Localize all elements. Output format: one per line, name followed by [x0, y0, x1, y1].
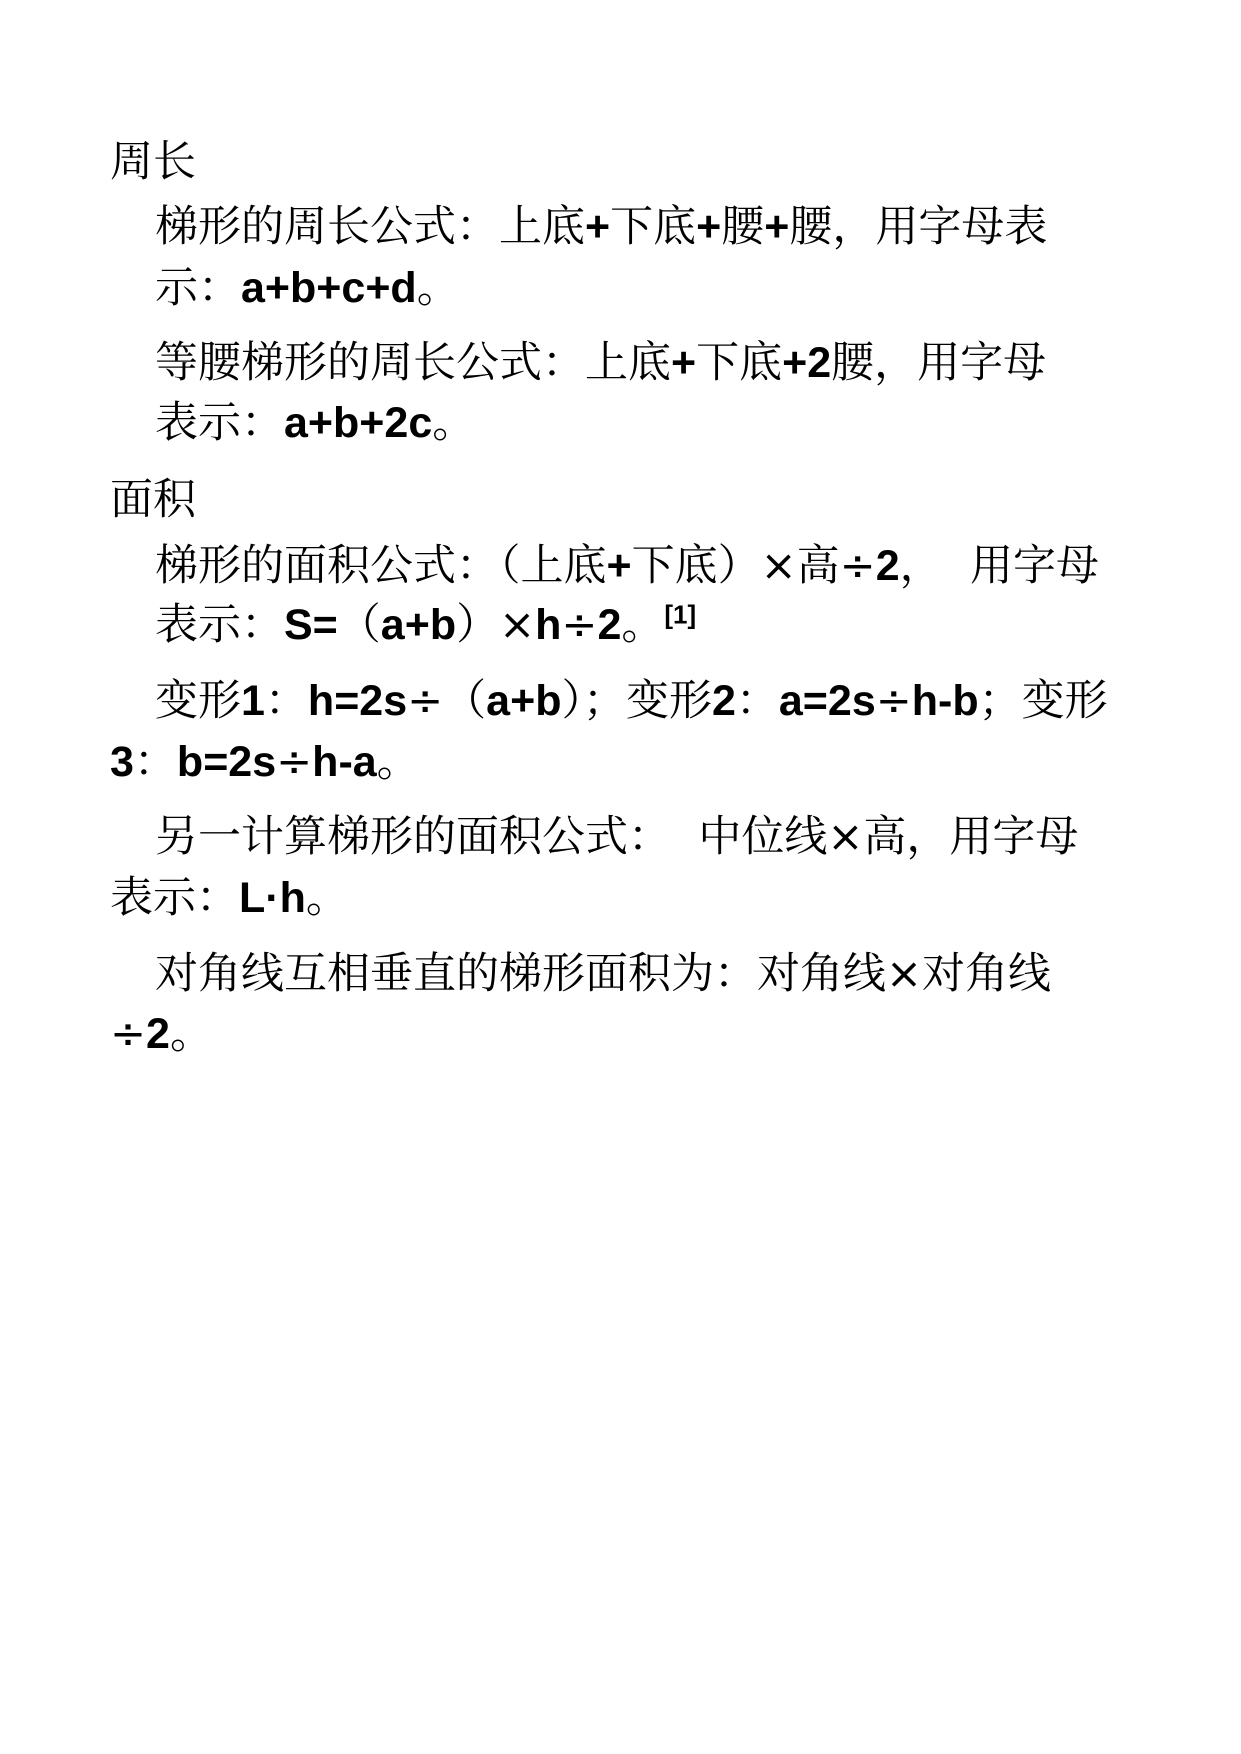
text-run: 。 — [169, 1009, 213, 1059]
text-run: ： — [133, 737, 177, 787]
text-run-bold: a+b+2c — [284, 399, 433, 447]
text-run-bold: 3 — [110, 738, 134, 786]
section-heading-perimeter: 周长 — [110, 137, 196, 187]
text-run-bold: + — [764, 203, 790, 251]
text-run: ÷ — [276, 737, 313, 787]
text-run: ： — [735, 676, 779, 726]
text-run-bold: a+b — [486, 677, 562, 725]
text-run: 。 — [432, 398, 476, 448]
text-run: 等腰梯形的周长公式：上底 — [155, 338, 671, 388]
text-run: ）× — [456, 600, 536, 650]
text-run: 下底 — [696, 338, 783, 388]
text-run-bold: + — [606, 542, 632, 590]
paragraph-line — [155, 808, 1078, 866]
text-run-bold: + — [585, 203, 611, 251]
text-run: ： — [264, 676, 308, 726]
text-run-bold: a+b+c+d — [241, 264, 417, 312]
paragraph-line — [155, 537, 1099, 595]
text-run: 对角线互相垂直的梯形面积为：对角线×对角线 — [155, 949, 1052, 999]
text-run: 。 — [621, 600, 665, 650]
text-run: 梯形的周长公式：上底 — [155, 202, 585, 252]
text-run: 示： — [155, 263, 241, 313]
text-run: ；变形 — [978, 676, 1108, 726]
text-run: 表示： — [155, 398, 284, 448]
paragraph-line — [155, 596, 696, 654]
citation-reference[interactable]: [1] — [664, 599, 697, 630]
text-run: 变形 — [155, 676, 241, 726]
text-run-bold: 1 — [241, 677, 265, 725]
text-run: ÷ — [110, 1009, 147, 1059]
text-run-bold: + — [671, 339, 697, 387]
text-run: 另一计算梯形的面积公式： 中位线×高，用字母 — [155, 812, 1079, 862]
text-run: ）；变形 — [561, 676, 712, 726]
paragraph-line — [110, 1005, 213, 1063]
text-run: 腰 — [721, 202, 765, 252]
text-run-bold: a+b — [380, 601, 457, 649]
text-run-bold: 2 — [711, 677, 736, 725]
text-run-bold: h-a — [312, 738, 377, 786]
paragraph-line — [155, 394, 475, 452]
text-run-bold: 2 — [875, 542, 900, 590]
text-run-bold: h=2s — [307, 677, 408, 725]
section-heading-area: 面积 — [110, 475, 196, 525]
text-run: （ — [337, 600, 381, 650]
text-run: 梯形的面积公式：（上底 — [155, 541, 607, 591]
text-run: 。 — [376, 737, 420, 787]
text-run-bold: L — [239, 874, 266, 922]
paragraph-line — [155, 672, 1108, 730]
text-run-bold: 2 — [146, 1010, 170, 1058]
text-run: 腰，用字母 — [831, 338, 1047, 388]
text-run: 下底 — [610, 202, 697, 252]
text-run: 表示： — [110, 873, 239, 923]
text-run: 。 — [305, 873, 349, 923]
text-run: ÷ — [875, 676, 912, 726]
text-run-bold: a=2s — [778, 677, 876, 725]
text-run-bold: +2 — [782, 339, 832, 387]
paragraph-line — [110, 869, 349, 927]
paragraph-line — [155, 259, 460, 317]
text-run: ÷ — [561, 600, 598, 650]
text-run: 表示： — [155, 600, 284, 650]
text-run-bold: b=2s — [176, 738, 277, 786]
text-run: ÷（ — [407, 676, 487, 726]
text-run: 下底）×高÷ — [631, 541, 876, 591]
text-run-bold: S= — [284, 601, 338, 649]
paragraph-line — [155, 334, 1046, 392]
text-run-bold: h — [279, 874, 306, 922]
text-run-bold: + — [696, 203, 722, 251]
paragraph-line — [155, 198, 1047, 256]
text-run: 腰，用字母表 — [789, 202, 1048, 252]
text-run-bold: 2 — [597, 601, 622, 649]
text-run-bold: h-b — [911, 677, 979, 725]
text-run: · — [265, 874, 280, 922]
text-run-bold: h — [535, 601, 562, 649]
paragraph-line — [110, 733, 420, 791]
paragraph-line — [155, 945, 1051, 1003]
text-run: ， 用字母 — [899, 541, 1099, 591]
text-run: 。 — [416, 263, 460, 313]
